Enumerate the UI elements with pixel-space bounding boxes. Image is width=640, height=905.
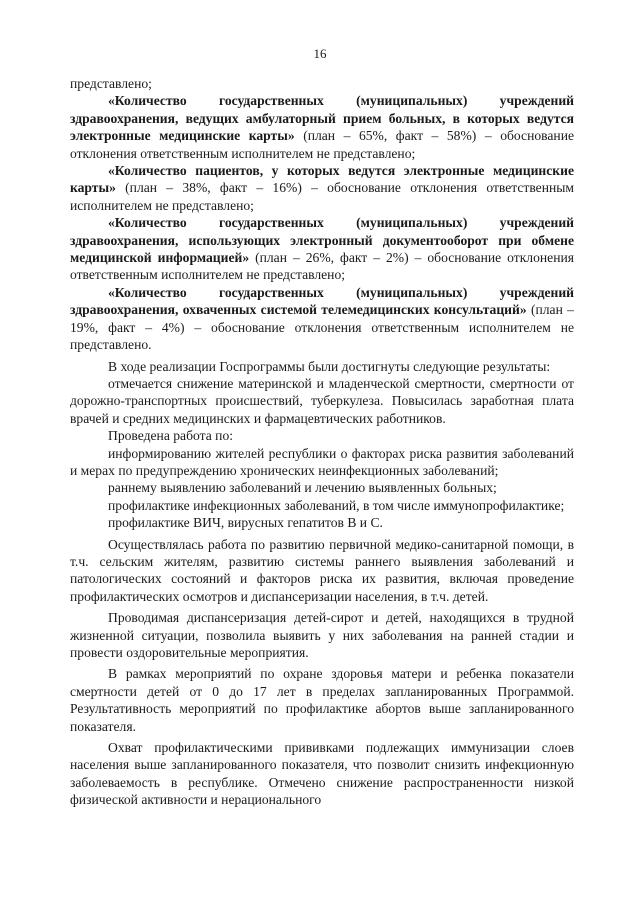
paragraph-p1 — [70, 92, 574, 162]
bold-indicator-title: «Количество государственных (муниципальных) учреждений здравоохранения, использующих электронный документооборот при обмене медицинской информацией» — [70, 215, 574, 266]
paragraph-text: Проводимая диспансеризация детей-сирот и детей, находящихся в трудной жизненной ситуации, позволила выявить у них заболевания на ранней стадии и провести оздоровительные мероприятия. — [70, 610, 574, 660]
paragraph-p15 — [70, 739, 574, 809]
paragraph-p4 — [70, 284, 574, 354]
paragraph-p11 — [70, 514, 574, 531]
paragraph-text: (план – 19%, факт – 4%) – обоснование отклонения ответственным исполнителем не представлено. — [70, 302, 574, 353]
paragraph-p10 — [70, 497, 574, 514]
bold-indicator-title: «Количество государственных (муниципальных) учреждений здравоохранения, охваченных системой телемедицинских консультаций» — [70, 284, 574, 318]
paragraph-text: Осуществлялась работа по развитию первичной медико-санитарной помощи, в т.ч. сельским жителям, развитию системы раннего выявления заболеваний и патологических состояний и факторов риска их развития, включая проведение профилактических осмотров и диспансеризации населения, в т.ч. детей. — [70, 536, 574, 604]
paragraph-p14 — [70, 665, 574, 735]
paragraph-text: (план – 26%, факт – 2%) – обоснование отклонения ответственным исполнителем не представлено; — [70, 250, 574, 283]
paragraph-text: информированию жителей республики о факторах риска развития заболеваний и мерах по предупреждению хронических неинфекционных заболеваний; — [70, 445, 574, 478]
paragraph-text: (план – 38%, факт – 16%) – обоснование отклонения ответственным исполнителем не представлено; — [70, 180, 574, 213]
paragraph-text: профилактике инфекционных заболеваний, в том числе иммунопрофилактике; — [108, 497, 565, 513]
paragraph-p5 — [70, 358, 574, 375]
paragraph-p9 — [70, 479, 574, 496]
paragraph-p6 — [70, 375, 574, 427]
bold-indicator-title: «Количество пациентов, у которых ведутся электронные медицинские карты» — [70, 163, 574, 196]
page-number: 16 — [313, 46, 327, 61]
paragraph-p8 — [70, 445, 574, 480]
paragraph-text: В ходе реализации Госпрограммы были достигнуты следующие результаты: — [108, 358, 551, 374]
paragraph-p7 — [70, 427, 574, 444]
paragraph-p3 — [70, 214, 574, 284]
paragraph-p12 — [70, 536, 574, 606]
paragraph-p13 — [70, 609, 574, 661]
paragraph-text: представлено; — [70, 76, 152, 91]
paragraph-text: Охват профилактическими прививками подлежащих иммунизации слоев населения выше запланированного показателя, что позволит снизить инфекционную заболеваемость в республике. Отмечено снижение распространенности низкой физической активности и нерационального — [70, 740, 574, 808]
paragraph-p0 — [70, 75, 574, 92]
bold-indicator-title: «Количество государственных (муниципальных) учреждений здравоохранения, ведущих амбулаторный прием больных, в которых ведутся электронные медицинские карты» — [70, 93, 574, 144]
paragraph-text: профилактике ВИЧ, вирусных гепатитов В и С. — [108, 515, 383, 531]
paragraph-text: В рамках мероприятий по охране здоровья матери и ребенка показатели смертности детей от 0 до 17 лет в пределах запланированных Программой. Результативность мероприятий по профилактике абортов выше запланированного показателя. — [70, 666, 574, 734]
document-body — [70, 75, 574, 809]
paragraph-text: отмечается снижение материнской и младенческой смертности, смертности от дорожно-транспортных происшествий, туберкулеза. Повысилась заработная плата врачей и средних медицинских и фармацевтических работников. — [70, 375, 574, 426]
paragraph-text: раннему выявлению заболеваний и лечению выявленных больных; — [108, 480, 497, 496]
paragraph-p2 — [70, 162, 574, 214]
paragraph-text: Проведена работа по: — [108, 428, 234, 444]
paragraph-text: (план – 65%, факт – 58%) – обоснование отклонения ответственным исполнителем не представлено; — [70, 128, 575, 161]
